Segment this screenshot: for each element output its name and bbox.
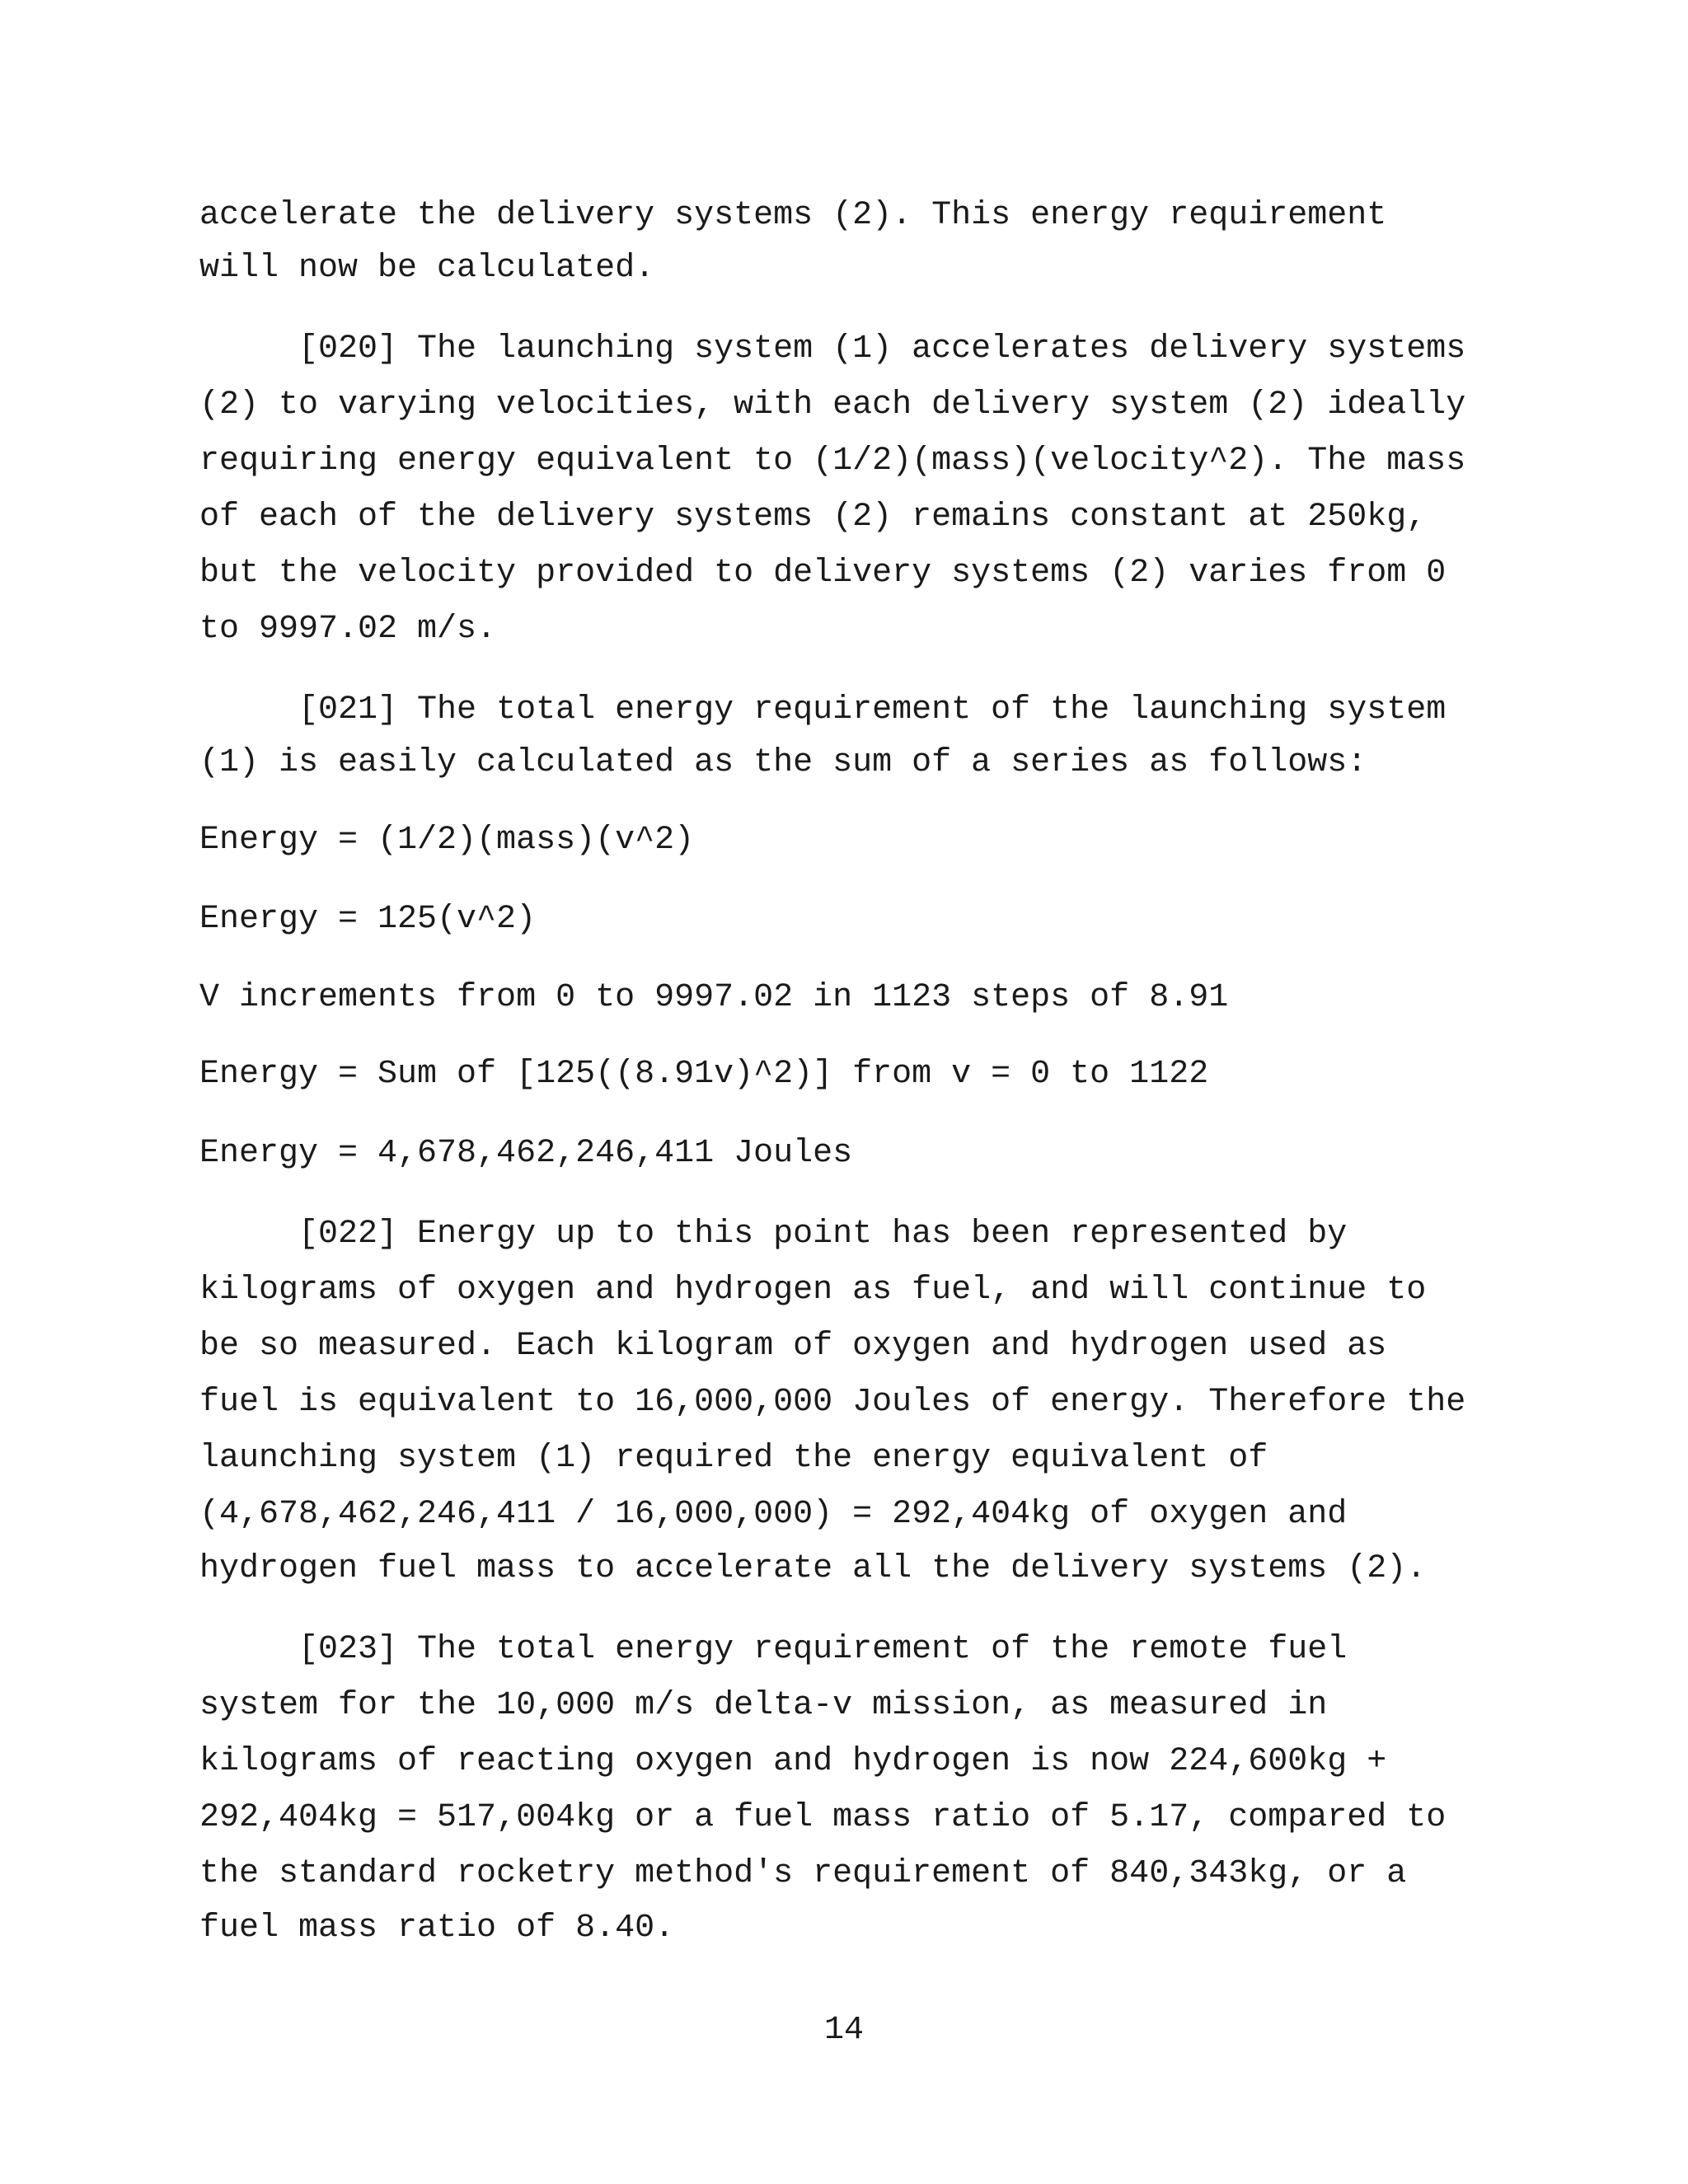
paragraph-020-line: but the velocity provided to delivery systems (2) varies from 0 bbox=[199, 555, 1447, 592]
equation-line: Energy = (1/2)(mass)(v^2) bbox=[199, 822, 695, 859]
paragraph-022-line: be so measured. Each kilogram of oxygen and hydrogen used as bbox=[199, 1328, 1387, 1365]
paragraph-020-line: of each of the delivery systems (2) remains constant at 250kg, bbox=[199, 499, 1427, 536]
paragraph-022-line: launching system (1) required the energy equivalent of bbox=[199, 1440, 1268, 1477]
paragraph-023-line: [023] The total energy requirement of the remote fuel bbox=[199, 1631, 1348, 1668]
text-line: will now be calculated. bbox=[199, 250, 655, 287]
text-line: accelerate the delivery systems (2). This energy requirement bbox=[199, 197, 1387, 234]
paragraph-022-line: fuel is equivalent to 16,000,000 Joules of energy. Therefore the bbox=[199, 1384, 1466, 1421]
equation-line: Energy = Sum of [125((8.91v)^2)] from v = 0 to 1122 bbox=[199, 1056, 1209, 1093]
paragraph-023-line: kilograms of reacting oxygen and hydrogen is now 224,600kg + bbox=[199, 1743, 1387, 1780]
equation-line: Energy = 4,678,462,246,411 Joules bbox=[199, 1135, 853, 1172]
paragraph-020-line: [020] The launching system (1) accelerates delivery systems bbox=[199, 330, 1466, 368]
equation-line: V increments from 0 to 9997.02 in 1123 steps of 8.91 bbox=[199, 979, 1229, 1016]
paragraph-022-line: (4,678,462,246,411 / 16,000,000) = 292,404kg of oxygen and bbox=[199, 1496, 1348, 1533]
paragraph-022-line: [022] Energy up to this point has been represented by bbox=[199, 1216, 1348, 1253]
page-number: 14 bbox=[823, 2012, 864, 2049]
paragraph-023-line: system for the 10,000 m/s delta-v mission, as measured in bbox=[199, 1687, 1328, 1724]
paragraph-021-line: [021] The total energy requirement of the launching system bbox=[199, 691, 1447, 729]
paragraph-022-line: hydrogen fuel mass to accelerate all the delivery systems (2). bbox=[199, 1550, 1427, 1587]
paragraph-020-line: requiring energy equivalent to (1/2)(mass)(velocity^2). The mass bbox=[199, 443, 1466, 480]
paragraph-023-line: 292,404kg = 517,004kg or a fuel mass ratio of 5.17, compared to bbox=[199, 1799, 1447, 1836]
paragraph-023-line: the standard rocketry method's requirement of 840,343kg, or a bbox=[199, 1855, 1407, 1892]
paragraph-021-line: (1) is easily calculated as the sum of a series as follows: bbox=[199, 744, 1367, 781]
paragraph-020-line: to 9997.02 m/s. bbox=[199, 611, 497, 648]
paragraph-020-line: (2) to varying velocities, with each delivery system (2) ideally bbox=[199, 387, 1466, 424]
paragraph-023-line: fuel mass ratio of 8.40. bbox=[199, 1910, 675, 1947]
equation-line: Energy = 125(v^2) bbox=[199, 901, 537, 938]
paragraph-022-line: kilograms of oxygen and hydrogen as fuel, and will continue to bbox=[199, 1272, 1427, 1309]
